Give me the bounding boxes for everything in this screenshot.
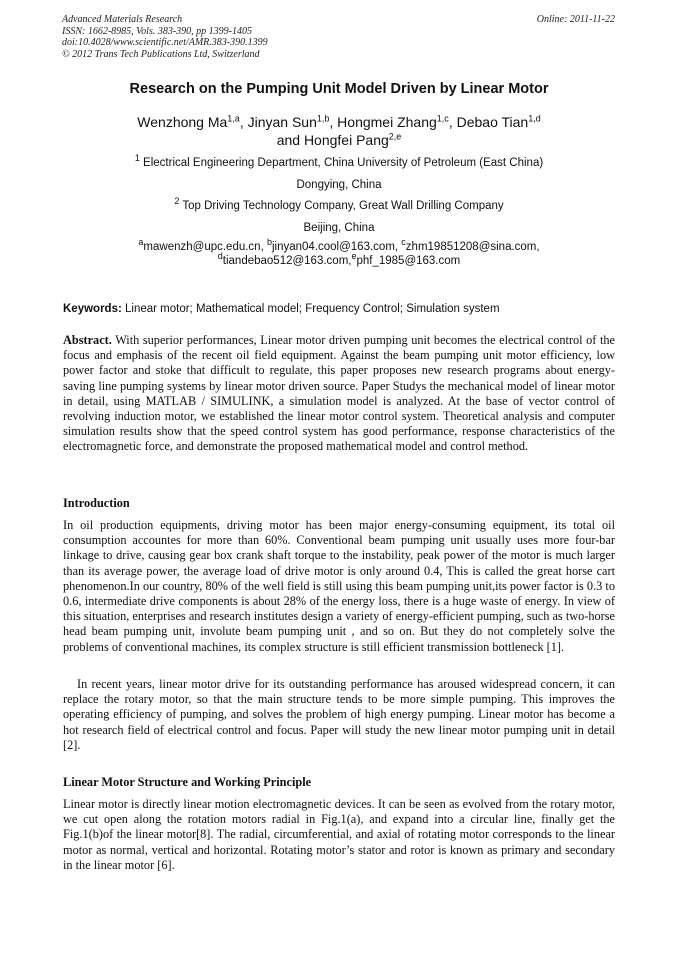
affiliation-sup: 1 [134,153,140,164]
abstract-text: With superior performances, Linear motor driven pumping unit becomes the electrical control of the focus and emphasis of the recent oil field equipment. Against the beam pumping unit motor efficiency, low power factor and stoke that difficult to regulate, this paper proposes new research programs about energy-saving line pumping systems by linear motor driven source. Paper Studys the mechanical model of linear motor in detail, using MATLAB / SIMULINK, a simulation model is analyzed. At the base of vector control of revolving induction motor, we established the linear motor control system. Theoretical analysis and computer simulation results show that the speed control system has good performance, response characteristics of the electromagnetic force, and demonstrate the proposed mathematical model and control method. [63,333,615,454]
affiliation-1 [40,153,638,170]
keywords-label: Keywords: [63,303,122,315]
issn: ISSN: 1662-8985, Vols. 383-390, pp 1399-1405 [62,25,252,37]
abstract-label: Abstract. [63,333,112,347]
journal-header [62,14,268,60]
author-sup: 1,d [528,113,541,124]
abstract [63,333,615,455]
affiliation-1-city: Dongying, China [296,179,382,191]
email-sup: e [351,251,357,262]
email: zhm19851208@sina.com, [405,241,540,253]
author-name: Debao Tian [456,114,529,130]
online-date: Online: 2011-11-22 [536,14,615,25]
author-and: and [276,132,301,148]
email-sup: b [266,237,272,248]
author-sup: 2,e [388,131,402,142]
email: mawenzh@upc.edu.cn, [143,241,267,253]
email: jinyan04.cool@163.com, [271,241,402,253]
intro-paragraph-2: In recent years, linear motor drive for its outstanding performance has aroused widespread concern, it can replace the rotary motor, so that the main structure tends to be more simple pumping. This improves the operating efficiency of pumping, and solves the problem of high energy pumping. Linear motor has become a hot research field of electrical control and focus. Paper will study the new linear motor pumping unit in detail [2]. [63,677,615,752]
email-sup: d [217,251,223,262]
author-name: Wenzhong Ma [137,114,228,130]
author-sup: 1,b [316,113,330,124]
email-sup: c [401,237,406,248]
keywords [63,303,615,315]
author-name: Hongfei Pang [303,132,389,148]
intro-paragraph-1: In oil production equipments, driving motor has been major energy-consuming equipment, its total oil consumption accountes for more than 60%. Conventional beam pumping unit usually uses more four-bar linkage to drive, causing gear box crank shaft torque to the instability, peak power of the motor is much larger than its average power, the average load of drive motor is only around 0.4, This is called the great horse cart phenomenon.In our country, 80% of the well field is still using this beam pumping unit,its power factor is 0.3 to 0.6, intermediate drive components is about 28% of the energy loss, there is a huge waste of energy. In view of this situation, enterprises and research institutes design a variety of energy-efficient pumping, such as two-horse head beam pumping unit, involute beam pumping unit , and so on. But they do not completely solve the problems of conventional machines, its complex structure is still efficient transmission bottleneck [1]. [63,518,615,654]
email-sup: a [138,237,144,248]
email: phf_1985@163.com [356,255,461,267]
author-name: Jinyan Sun [247,114,317,130]
author-sup: 1,c [436,113,449,124]
section-heading-introduction: Introduction [63,496,130,510]
journal-name: Advanced Materials Research [62,14,183,25]
doi: doi:10.4028/www.scientific.net/AMR.383-390.1399 [62,37,268,48]
affiliation-text: Top Driving Technology Company, Great Wall Drilling Company [182,200,504,212]
paper-title: Research on the Pumping Unit Model Driven by Linear Motor [129,81,549,97]
affiliation-text: Electrical Engineering Department, China University of Petroleum (East China) [143,157,544,169]
email-list [40,237,638,268]
section-heading-linear-motor: Linear Motor Structure and Working Principle [63,775,312,789]
author-list: Wenzhong Ma$^{1,a}$, Jinyan Sun$^{1,b}$, Hongmei Zhang$^{1,c}$, Debao Tian$^{1,d}$ and Hongfei Pang$^{2,e}$ [137,113,541,148]
keywords-text: Linear motor; Mathematical model; Frequency Control; Simulation system [121,303,500,315]
copyright: © 2012 Trans Tech Publications Ltd, Switzerland [62,48,260,60]
affiliation-sup: 2 [174,196,180,207]
section2-paragraph-1: Linear motor is directly linear motion electromagnetic devices. It can be seen as evolved from the rotary motor, we cut open along the rotation motors radial in Fig.1(a), and expand into a circular line, finally get the Fig.1(b)of the linear motor[8]. The radial, circumferential, and axial of rotating motor corresponds to the linear motor as normal, vertical and horizontal. Rotating motor’s stator and rotor is known as primary and secondary in the linear motor [6]. [63,797,615,872]
author-sup: 1,a [227,113,240,124]
author-name: Hongmei Zhang [337,114,437,130]
affiliation-2 [40,196,638,213]
affiliation-2-city: Beijing, China [303,222,375,234]
email: tiandebao512@163.com, [222,255,352,267]
